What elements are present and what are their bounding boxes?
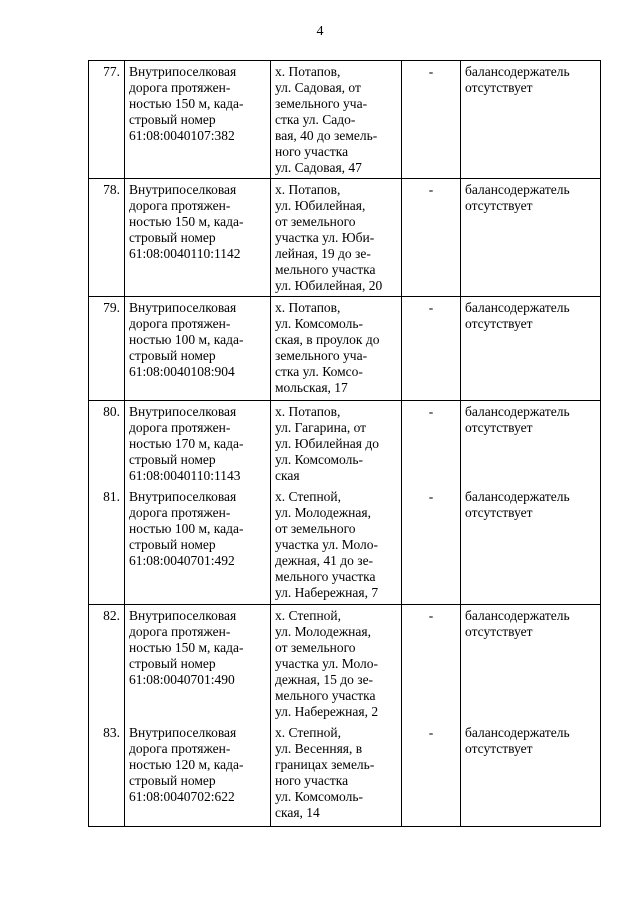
- road-description-line: 61:08:0040702:622: [129, 789, 235, 804]
- registry-body: [89, 61, 601, 827]
- road-location-line: участка ул. Моло-: [275, 655, 379, 671]
- table-row: [89, 486, 601, 604]
- road-description-line: Внутрипоселковая: [129, 64, 237, 79]
- road-location-line: ул. Комсомоль-: [275, 789, 364, 804]
- balance-holder-line: отсутствует: [465, 198, 533, 213]
- dash-cell: -: [402, 722, 461, 826]
- row-number: 80.: [89, 401, 125, 487]
- road-location-line: от земельного: [275, 521, 356, 536]
- road-description-line: Внутрипоселковая: [129, 404, 237, 419]
- road-location-line: земельного уча-: [275, 348, 368, 363]
- road-location-line: ул. Садовая, 47: [275, 160, 362, 175]
- road-location-line: вая, 40 до земель-: [275, 128, 378, 143]
- table-row: [89, 604, 601, 722]
- dash-cell: -: [402, 179, 461, 297]
- road-description-line: стровый номер: [129, 348, 216, 363]
- road-description-line: 61:08:0040701:492: [129, 553, 235, 568]
- road-location-line: ул. Комсомоль-: [275, 452, 364, 467]
- road-description-line: ностью 100 м, када-: [129, 521, 244, 536]
- road-description-line: ностью 150 м, када-: [129, 214, 244, 229]
- road-location-line: ская, в проулок до: [275, 332, 380, 347]
- balance-holder: [461, 401, 601, 487]
- road-description-line: стровый номер: [129, 452, 216, 467]
- road-description: [125, 297, 271, 401]
- balance-holder: [461, 179, 601, 297]
- road-description-line: 61:08:0040110:1142: [129, 246, 241, 261]
- road-description-line: Внутрипоселковая: [129, 300, 237, 315]
- road-location: [271, 401, 402, 487]
- road-description-line: дорога протяжен-: [129, 80, 231, 95]
- balance-holder-line: отсутствует: [465, 420, 533, 435]
- balance-holder-line: отсутствует: [465, 505, 533, 520]
- road-location-line: мельного участка: [275, 569, 376, 584]
- road-description-line: дорога протяжен-: [129, 316, 231, 331]
- road-description: [125, 61, 271, 179]
- road-description-line: стровый номер: [129, 537, 216, 552]
- dash-cell: -: [402, 297, 461, 401]
- road-location-line: дежная, 41 до зе-: [275, 553, 374, 568]
- road-description-line: стровый номер: [129, 112, 216, 127]
- road-location-line: ного участка: [275, 773, 349, 788]
- road-location-line: ул. Весенняя, в: [275, 741, 363, 756]
- row-number: 78.: [89, 179, 125, 297]
- road-description-line: Внутрипоселковая: [129, 607, 237, 623]
- road-location-line: ул. Молодежная,: [275, 505, 371, 520]
- page-number: 4: [316, 24, 324, 39]
- balance-holder-line: отсутствует: [465, 80, 533, 95]
- road-location-line: х. Степной,: [275, 489, 342, 504]
- road-description-line: дорога протяжен-: [129, 505, 231, 520]
- balance-holder-line: балансодержатель: [465, 404, 570, 419]
- road-location-line: участка ул. Юби-: [275, 230, 375, 245]
- road-description: [125, 486, 271, 604]
- road-location-line: от земельного: [275, 639, 356, 655]
- road-location-line: ул. Молодежная,: [275, 623, 371, 639]
- balance-holder: [461, 604, 601, 722]
- balance-holder-line: балансодержатель: [465, 182, 570, 197]
- road-description-line: 61:08:0040701:490: [129, 671, 235, 687]
- road-description-line: ностью 120 м, када-: [129, 757, 244, 772]
- row-number: 83.: [89, 722, 125, 826]
- road-description-line: ностью 170 м, када-: [129, 436, 244, 451]
- road-location-line: ул. Гагарина, от: [275, 420, 367, 435]
- road-location: [271, 179, 402, 297]
- road-description-line: ностью 150 м, када-: [129, 639, 244, 655]
- road-location-line: ская: [275, 468, 300, 483]
- road-description-line: дорога протяжен-: [129, 420, 231, 435]
- road-location-line: х. Потапов,: [275, 64, 341, 79]
- road-location-line: мольская, 17: [275, 380, 348, 395]
- road-description-line: дорога протяжен-: [129, 623, 231, 639]
- table-row: [89, 401, 601, 487]
- road-location-line: ская, 14: [275, 805, 320, 820]
- road-description-line: Внутрипоселковая: [129, 489, 237, 504]
- table-row: [89, 61, 601, 179]
- road-location-line: участка ул. Моло-: [275, 537, 379, 552]
- road-location-line: стка ул. Садо-: [275, 112, 356, 127]
- road-location-line: ул. Набережная, 2: [275, 703, 379, 719]
- road-description-line: 61:08:0040110:1143: [129, 468, 241, 483]
- balance-holder-line: отсутствует: [465, 623, 533, 639]
- row-number: 77.: [89, 61, 125, 179]
- road-location: [271, 486, 402, 604]
- road-location-line: х. Потапов,: [275, 300, 341, 315]
- road-location-line: х. Потапов,: [275, 182, 341, 197]
- row-number: 81.: [89, 486, 125, 604]
- road-location-line: ул. Юбилейная, 20: [275, 278, 383, 293]
- road-location-line: земельного уча-: [275, 96, 368, 111]
- dash-cell: -: [402, 486, 461, 604]
- road-description-line: стровый номер: [129, 773, 216, 788]
- road-description-line: 61:08:0040108:904: [129, 364, 235, 379]
- road-location-line: ул. Юбилейная,: [275, 198, 366, 213]
- road-location: [271, 604, 402, 722]
- balance-holder-line: балансодержатель: [465, 725, 570, 740]
- balance-holder-line: отсутствует: [465, 741, 533, 756]
- balance-holder-line: балансодержатель: [465, 300, 570, 315]
- table-row: [89, 297, 601, 401]
- balance-holder: [461, 61, 601, 179]
- road-description-line: стровый номер: [129, 230, 216, 245]
- road-description-line: 61:08:0040107:382: [129, 128, 235, 143]
- road-location-line: ул. Комсомоль-: [275, 316, 364, 331]
- road-location-line: х. Степной,: [275, 725, 342, 740]
- road-description-line: ностью 150 м, када-: [129, 96, 244, 111]
- road-description: [125, 179, 271, 297]
- dash-cell: -: [402, 401, 461, 487]
- row-number: 79.: [89, 297, 125, 401]
- road-description-line: Внутрипоселковая: [129, 725, 237, 740]
- road-location-line: от земельного: [275, 214, 356, 229]
- balance-holder-line: отсутствует: [465, 316, 533, 331]
- dash-cell: -: [402, 61, 461, 179]
- road-location-line: мельного участка: [275, 262, 376, 277]
- road-description-line: дорога протяжен-: [129, 741, 231, 756]
- road-description: [125, 604, 271, 722]
- table-row: [89, 179, 601, 297]
- road-location-line: дежная, 15 до зе-: [275, 671, 374, 687]
- balance-holder-line: балансодержатель: [465, 64, 570, 79]
- balance-holder: [461, 486, 601, 604]
- dash-cell: -: [402, 604, 461, 722]
- road-location-line: стка ул. Комсо-: [275, 364, 363, 379]
- road-description: [125, 401, 271, 487]
- road-location-line: ул. Юбилейная до: [275, 436, 379, 451]
- road-location-line: х. Степной,: [275, 607, 342, 623]
- balance-holder-line: балансодержатель: [465, 489, 570, 504]
- road-location: [271, 722, 402, 826]
- row-number: 82.: [89, 604, 125, 722]
- road-location-line: ного участка: [275, 144, 349, 159]
- road-description-line: дорога протяжен-: [129, 198, 231, 213]
- road-description-line: Внутрипоселковая: [129, 182, 237, 197]
- balance-holder: [461, 297, 601, 401]
- road-location-line: ул. Садовая, от: [275, 80, 361, 95]
- road-location: [271, 297, 402, 401]
- road-location: [271, 61, 402, 179]
- road-description-line: ностью 100 м, када-: [129, 332, 244, 347]
- road-location-line: х. Потапов,: [275, 404, 341, 419]
- road-location-line: ул. Набережная, 7: [275, 585, 379, 600]
- road-registry-table: [88, 60, 601, 827]
- road-location-line: мельного участка: [275, 687, 376, 703]
- balance-holder: [461, 722, 601, 826]
- road-description: [125, 722, 271, 826]
- table-row: [89, 722, 601, 826]
- road-location-line: лейная, 19 до зе-: [275, 246, 371, 261]
- balance-holder-line: балансодержатель: [465, 607, 570, 623]
- road-description-line: стровый номер: [129, 655, 216, 671]
- road-location-line: границах земель-: [275, 757, 375, 772]
